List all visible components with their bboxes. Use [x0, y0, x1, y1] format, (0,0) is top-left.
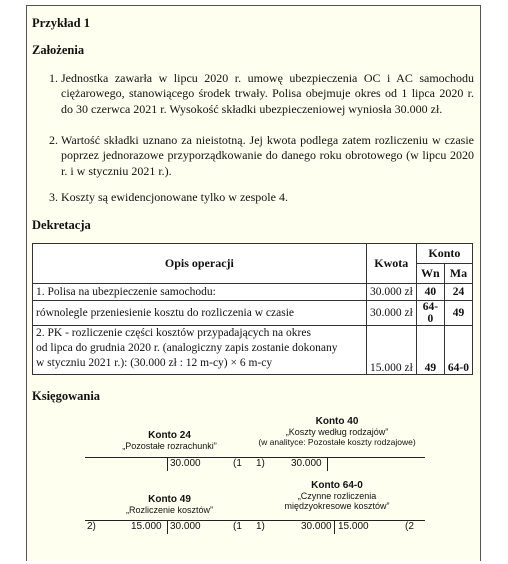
example-card — [26, 5, 481, 561]
row-description: równolegle przeniesienie kosztu do rozliczenia w czasie — [33, 301, 367, 326]
column-header-amount: Kwota — [366, 244, 416, 284]
row-amount: 30.000 zł — [366, 284, 416, 301]
account-24-credit-amount: 30.000 — [170, 458, 201, 469]
t-account-line — [167, 520, 168, 534]
assumption-item-1 — [49, 71, 474, 117]
table-row — [33, 284, 473, 301]
account-49-debit-amount: 15.000 — [131, 521, 162, 532]
account-subtitle: międzyokresowe kosztów” — [284, 501, 390, 511]
t-account-line — [334, 520, 335, 534]
column-header-credit: Ma — [444, 264, 472, 284]
row-credit-account: 49 — [444, 301, 472, 326]
account-title: Konto 64-0 — [311, 480, 363, 491]
account-40-debit-amount: 30.000 — [291, 458, 322, 469]
t-account-line — [327, 457, 328, 471]
decree-table — [32, 243, 473, 375]
row-amount: 15.000 zł — [366, 326, 416, 375]
account-49 — [87, 494, 252, 515]
example-title: Przykład 1 — [32, 16, 90, 30]
assumption-item-3 — [49, 190, 474, 205]
assumption-number: 2. — [49, 133, 58, 147]
account-64-0-debit-amount: 30.000 — [301, 521, 332, 532]
t-account-line — [167, 457, 168, 471]
assumption-text: Jednostka zawarła w lipcu 2020 r. umowę ubezpieczenia OC i AC samochodu ciężarowego, stanowiącego środek trwały. Polisa obejmuje okres od 1 lipca 2020 r. do 30 czerwca 2021 r. Wysokość składki ubezpieczeniowej wyniosła 30.000 zł. — [61, 71, 474, 116]
assumptions-heading: Założenia — [32, 43, 85, 57]
account-49-credit-amount: 30.000 — [170, 521, 201, 532]
account-40 — [249, 416, 425, 447]
assumption-number: 1. — [49, 71, 58, 85]
account-subtitle: „Rozliczenie kosztów” — [125, 505, 214, 515]
account-40-debit-ref: 1) — [256, 458, 265, 469]
account-49-debit-ref: 2) — [87, 521, 96, 532]
row-debit-account: 40 — [416, 284, 444, 301]
column-header-account: Konto — [416, 244, 472, 264]
column-header-description: Opis operacji — [33, 244, 367, 284]
account-title: Konto 49 — [148, 494, 191, 505]
postings-heading: Księgowania — [32, 389, 101, 403]
row-amount: 30.000 zł — [366, 301, 416, 326]
decree-heading: Dekretacja — [32, 218, 91, 232]
row-debit-account: 64-0 — [416, 301, 444, 326]
row-description-line: od lipca do grudnia 2020 r. (analogiczny zapis zostanie dokonany — [36, 342, 338, 354]
assumption-text: Koszty są ewidencjonowane tylko w zespole 4. — [61, 190, 288, 204]
account-64-0-credit-ref: (2 — [405, 521, 414, 532]
row-credit-account: 64-0 — [444, 326, 472, 375]
account-24 — [87, 430, 252, 451]
assumption-item-2 — [49, 133, 474, 179]
account-64-0-debit-ref: 1) — [256, 521, 265, 532]
row-credit-account: 24 — [444, 284, 472, 301]
account-title: Konto 24 — [148, 430, 191, 441]
table-row — [33, 301, 473, 326]
t-account-line — [253, 457, 425, 458]
row-description: 1. Polisa na ubezpieczenie samochodu: — [33, 284, 367, 301]
account-64-0-credit-amount: 15.000 — [338, 521, 369, 532]
column-header-debit: Wn — [416, 264, 444, 284]
account-subtitle: (w analityce: Pozostałe koszty rodzajowe) — [258, 437, 416, 447]
account-subtitle: „Pozostałe rozrachunki” — [122, 441, 217, 451]
row-debit-account: 49 — [416, 326, 444, 375]
row-description — [33, 326, 367, 375]
table-row — [33, 326, 473, 375]
row-description-line: w styczniu 2021 r.): (30.000 zł : 12 m-cy) × 6 m-cy — [36, 357, 273, 369]
account-49-credit-ref: (1 — [233, 521, 242, 532]
assumption-number: 3. — [49, 190, 58, 204]
account-64-0 — [249, 480, 425, 511]
account-subtitle: „Czynne rozliczenia — [297, 491, 377, 501]
account-title: Konto 40 — [315, 416, 359, 427]
assumption-text: Wartość składki uznano za nieistotną. Jej kwota podlega zatem rozliczeniu w czasie poprzez jednorazowe przyporządkowanie do danego roku obrotowego (w lipcu 2020 r. i w styczniu 2021 r.). — [61, 133, 474, 178]
row-description-line: 2. PK - rozliczenie części kosztów przypadających na okres — [36, 327, 311, 339]
account-24-credit-ref: (1 — [233, 458, 242, 469]
account-subtitle: „Koszty według rodzajów” — [285, 427, 389, 437]
